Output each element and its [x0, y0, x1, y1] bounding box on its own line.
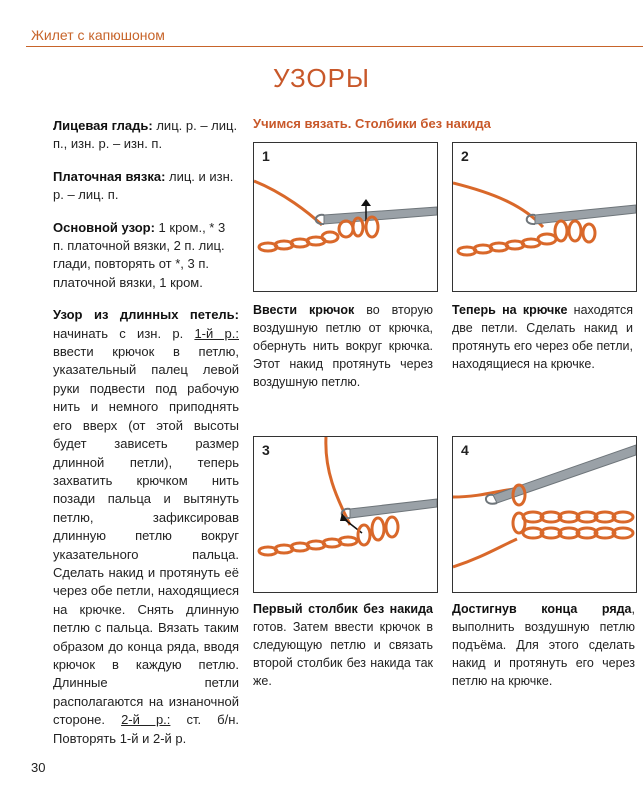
desc: 1 кром., * 3 п. платочной вязки, 2 п. лиц. глади, повторять от *, 3 п. платочной вязки, 1 кром. [53, 219, 226, 290]
caption-bold: Ввести крючок [253, 303, 355, 317]
step-3-illustration [253, 436, 438, 593]
pattern-long-loops [53, 306, 239, 748]
desc-b: ввести крючок в петлю, указательный палец левой руки подвести под рабочую нить и немного приподнять его вверх (от этой высоты будет зависеть размер длинной петли), теперь захватить крючком нить позади пальца и вытянуть петлю, зафиксировав длинную петлю вокруг указательного пальца. Сделать накид и протянуть её через обе петли, находящиеся на крючке. Снять длинную петлю с пальца. Вязать таким образом до конца ряда, вводя крючок в каждую петлю. Длинные петли располагаются на изнаночной стороне. [53, 344, 239, 728]
desc-a: начинать с изн. р. [53, 325, 195, 341]
step-number: 3 [262, 442, 270, 458]
step-3-caption [253, 600, 433, 690]
step-1-caption [253, 301, 433, 391]
caption-bold: Теперь на крючке [452, 303, 568, 317]
step-number: 2 [461, 148, 469, 164]
step-1-illustration [253, 142, 438, 292]
step-2-illustration [452, 142, 637, 292]
crochet-hook-icon [254, 437, 437, 592]
caption-bold: Первый столбик без накида [253, 602, 433, 616]
row1-label: 1-й р.: [194, 325, 239, 341]
crochet-hook-icon [254, 143, 437, 291]
caption-text: находятся две петли. Сделать накид и протянуть его через обе петли, находящиеся на крючке. [452, 303, 633, 371]
pattern-descriptions [53, 117, 239, 762]
desc: лиц. и изн. р. – лиц. п. [53, 168, 234, 203]
caption-text: готов. Затем ввести крючок в следующую петлю и связать второй столбик без накида так же. [253, 620, 433, 688]
header-rule [26, 46, 643, 47]
step-2-caption [452, 301, 633, 373]
pattern-garter [53, 168, 239, 205]
lesson-subtitle: Учимся вязать. Столбики без накида [253, 116, 491, 131]
desc-c: ст. б/н. Повторять 1-й и 2-й р. [53, 712, 239, 746]
caption-bold: Достигнув конца ряда [452, 602, 632, 616]
step-number: 4 [461, 442, 469, 458]
section-header-text: Жилет с капюшоном [31, 27, 165, 43]
caption-text: , выполнить воздушную петлю подъёма. Для этого сделать накид и протянуть его через петлю на крючке. [452, 602, 635, 688]
term: Платочная вязка: [53, 168, 166, 184]
term: Основной узор: [53, 219, 155, 235]
pattern-main [53, 219, 239, 293]
page-number: 30 [31, 760, 46, 775]
desc: лиц. р. – лиц. п., изн. р. – изн. п. [53, 118, 238, 152]
crochet-hook-icon [453, 143, 636, 291]
pattern-stockinette [53, 117, 239, 154]
crochet-hook-icon [453, 437, 636, 592]
row2-label: 2-й р.: [121, 712, 171, 728]
term: Лицевая гладь: [53, 118, 153, 133]
step-number: 1 [262, 148, 270, 164]
step-4-caption [452, 600, 635, 690]
caption-text: во вторую воздушную петлю от крючка, обернуть нить вокруг крючка. Этот накид протянуть через воздушную петлю. [253, 303, 433, 389]
term: Узор из длинных петель: [53, 307, 239, 323]
page-title: УЗОРЫ [273, 63, 370, 93]
step-4-illustration [452, 436, 637, 593]
